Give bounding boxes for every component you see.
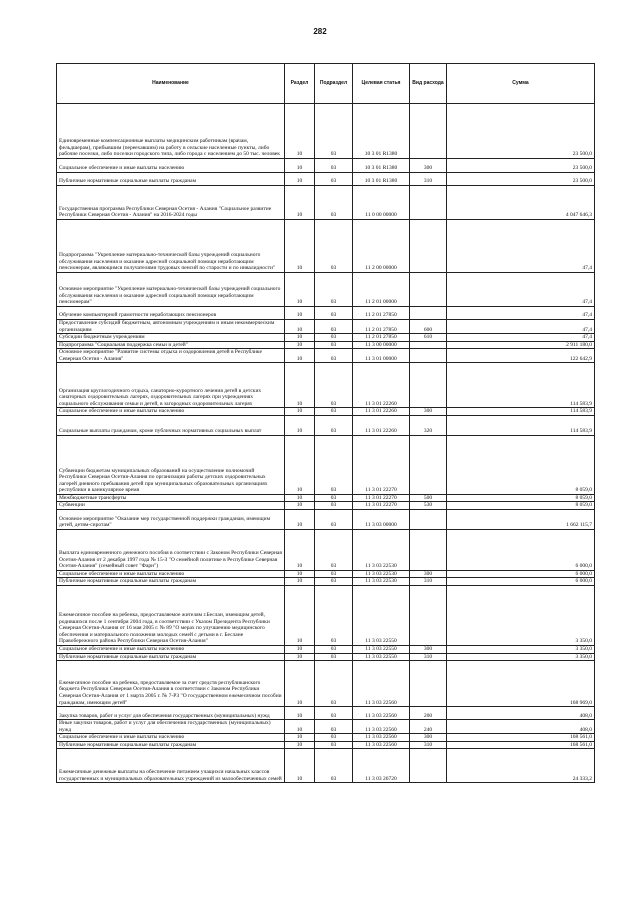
cell-target-article: 11 3 03 22560 bbox=[353, 661, 410, 707]
cell-podrazdel: 03 bbox=[315, 363, 353, 408]
table-row bbox=[57, 494, 595, 502]
table-body bbox=[57, 104, 595, 783]
table-row bbox=[57, 159, 595, 173]
header-sum: Сумма bbox=[447, 64, 595, 104]
cell-razdel: 10 bbox=[285, 661, 315, 707]
cell-sum: 8 059,0 bbox=[447, 435, 595, 494]
table-row bbox=[57, 173, 595, 186]
cell-sum: 168 561,0 bbox=[447, 741, 595, 749]
cell-podrazdel: 03 bbox=[315, 734, 353, 742]
header-podrazdel: Подраздел bbox=[315, 64, 353, 104]
cell-sum: 114 583,9 bbox=[447, 415, 595, 435]
cell-target-article: 11 3 03 22550 bbox=[353, 586, 410, 646]
cell-name: Социальное обеспечение и иные выплаты населению bbox=[57, 734, 285, 742]
cell-sum: 47,4 bbox=[447, 307, 595, 320]
cell-razdel: 10 bbox=[285, 494, 315, 502]
cell-target-article: 11 3 03 26720 bbox=[353, 749, 410, 783]
cell-target-article: 11 3 01 22260 bbox=[353, 363, 410, 408]
cell-razdel: 10 bbox=[285, 509, 315, 529]
cell-expense-type bbox=[410, 104, 447, 159]
table-row bbox=[57, 273, 595, 307]
cell-razdel: 10 bbox=[285, 159, 315, 173]
cell-name: Публичные нормативные социальные выплаты гражданам bbox=[57, 741, 285, 749]
cell-podrazdel: 03 bbox=[315, 220, 353, 273]
cell-podrazdel: 03 bbox=[315, 349, 353, 363]
table-row bbox=[57, 749, 595, 783]
budget-table bbox=[56, 63, 595, 783]
cell-razdel: 10 bbox=[285, 707, 315, 720]
cell-name: Социальное обеспечение и иные выплаты населению bbox=[57, 570, 285, 578]
cell-razdel: 10 bbox=[285, 741, 315, 749]
cell-target-article: 11 3 01 22270 bbox=[353, 435, 410, 494]
cell-razdel: 10 bbox=[285, 653, 315, 661]
cell-expense-type: 300 bbox=[410, 570, 447, 578]
cell-sum: 3 350,0 bbox=[447, 586, 595, 646]
cell-expense-type: 240 bbox=[410, 720, 447, 734]
page-number: 282 bbox=[313, 27, 327, 36]
cell-expense-type: 320 bbox=[410, 415, 447, 435]
table-row bbox=[57, 707, 595, 720]
cell-target-article: 11 2 01 27850 bbox=[353, 334, 410, 342]
cell-sum: 114 583,9 bbox=[447, 408, 595, 416]
cell-podrazdel: 03 bbox=[315, 509, 353, 529]
cell-sum: 23 500,0 bbox=[447, 104, 595, 159]
header-razdel: Раздел bbox=[285, 64, 315, 104]
cell-expense-type bbox=[410, 661, 447, 707]
cell-razdel: 10 bbox=[285, 646, 315, 654]
cell-target-article: 11 3 01 22260 bbox=[353, 408, 410, 416]
cell-target-article: 11 2 01 00000 bbox=[353, 273, 410, 307]
cell-sum: 3 350,0 bbox=[447, 653, 595, 661]
table-row bbox=[57, 186, 595, 220]
cell-target-article: 11 3 03 22530 bbox=[353, 570, 410, 578]
cell-expense-type bbox=[410, 509, 447, 529]
cell-podrazdel: 03 bbox=[315, 494, 353, 502]
cell-razdel: 10 bbox=[285, 435, 315, 494]
table-row bbox=[57, 741, 595, 749]
cell-razdel: 10 bbox=[285, 341, 315, 349]
cell-razdel: 10 bbox=[285, 529, 315, 570]
table-row bbox=[57, 661, 595, 707]
cell-target-article: 11 3 03 22560 bbox=[353, 734, 410, 742]
cell-razdel: 10 bbox=[285, 502, 315, 510]
cell-target-article: 11 3 03 22550 bbox=[353, 653, 410, 661]
cell-sum: 4 047 646,3 bbox=[447, 186, 595, 220]
cell-target-article: 11 3 03 22560 bbox=[353, 741, 410, 749]
cell-name: Межбюджетные трансферты bbox=[57, 494, 285, 502]
cell-expense-type: 530 bbox=[410, 502, 447, 510]
cell-sum: 8 059,0 bbox=[447, 502, 595, 510]
cell-sum: 1 662 115,7 bbox=[447, 509, 595, 529]
cell-podrazdel: 03 bbox=[315, 320, 353, 334]
cell-podrazdel: 03 bbox=[315, 435, 353, 494]
cell-target-article: 11 3 01 22270 bbox=[353, 494, 410, 502]
cell-podrazdel: 03 bbox=[315, 661, 353, 707]
cell-target-article: 11 0 00 00000 bbox=[353, 186, 410, 220]
table-row bbox=[57, 646, 595, 654]
cell-sum: 24 333,2 bbox=[447, 749, 595, 783]
cell-podrazdel: 03 bbox=[315, 720, 353, 734]
cell-name: Основное мероприятие "Развитие системы отдыха и оздоровления детей в Республике Северная Осетия - Алания" bbox=[57, 349, 285, 363]
table-row bbox=[57, 320, 595, 334]
cell-expense-type: 610 bbox=[410, 334, 447, 342]
cell-target-article: 10 3 01 R1380 bbox=[353, 159, 410, 173]
cell-expense-type bbox=[410, 435, 447, 494]
cell-podrazdel: 03 bbox=[315, 578, 353, 586]
cell-name: Основное мероприятие "Укрепление материально-технической базы учреждений социального обслуживания населения и оказание адресной социальной помощи неработающим пенсионерам" bbox=[57, 273, 285, 307]
cell-expense-type bbox=[410, 586, 447, 646]
cell-podrazdel: 03 bbox=[315, 341, 353, 349]
cell-razdel: 10 bbox=[285, 186, 315, 220]
cell-expense-type: 300 bbox=[410, 734, 447, 742]
cell-name: Организация круглогодичного отдыха, санаторно-курортного лечения детей в детских санаторных оздоровительных лагерях, оздоровительных лагерях при учреждениях социального обслуживания семьи и детей, в загородных оздоровительных лагерях bbox=[57, 363, 285, 408]
cell-podrazdel: 03 bbox=[315, 415, 353, 435]
table-row bbox=[57, 509, 595, 529]
cell-sum: 168 561,0 bbox=[447, 734, 595, 742]
cell-target-article: 11 2 00 00000 bbox=[353, 220, 410, 273]
cell-sum: 408,0 bbox=[447, 707, 595, 720]
cell-podrazdel: 03 bbox=[315, 104, 353, 159]
cell-name: Основное мероприятие "Оказание мер государственной поддержки гражданам, имеющим детей, детям-сиротам" bbox=[57, 509, 285, 529]
table-row bbox=[57, 415, 595, 435]
cell-razdel: 10 bbox=[285, 349, 315, 363]
cell-sum: 47,4 bbox=[447, 220, 595, 273]
cell-target-article: 11 3 03 00000 bbox=[353, 509, 410, 529]
cell-target-article: 11 2 01 27850 bbox=[353, 320, 410, 334]
cell-expense-type bbox=[410, 349, 447, 363]
cell-podrazdel: 03 bbox=[315, 586, 353, 646]
table-row bbox=[57, 578, 595, 586]
table-row bbox=[57, 341, 595, 349]
cell-name: Ежемесячные денежные выплаты на обеспечение питанием учащихся начальных классов государственных и муниципальных образовательных учреждений из малообеспеченных семей bbox=[57, 749, 285, 783]
cell-target-article: 11 3 03 22560 bbox=[353, 707, 410, 720]
cell-name: Субвенции bbox=[57, 502, 285, 510]
cell-razdel: 10 bbox=[285, 749, 315, 783]
cell-podrazdel: 03 bbox=[315, 646, 353, 654]
cell-expense-type bbox=[410, 307, 447, 320]
cell-target-article: 11 3 03 22550 bbox=[353, 646, 410, 654]
header-expense-type: Вид расхода bbox=[410, 64, 447, 104]
cell-name: Закупка товаров, работ и услуг для обеспечения государственных (муниципальных) нужд bbox=[57, 707, 285, 720]
cell-name: Предоставление субсидий бюджетным, автономным учреждениям и иным некоммерческим организациям bbox=[57, 320, 285, 334]
cell-target-article: 10 3 01 R1380 bbox=[353, 173, 410, 186]
cell-sum: 114 583,9 bbox=[447, 363, 595, 408]
table-row bbox=[57, 502, 595, 510]
cell-target-article: 10 3 01 R1380 bbox=[353, 104, 410, 159]
cell-razdel: 10 bbox=[285, 220, 315, 273]
cell-razdel: 10 bbox=[285, 363, 315, 408]
cell-name: Субвенции бюджетам муниципальных образований на осуществление полномочий Республики Северная Осетия-Алания по организации работы детских оздоровительных лагерей дневного пребывания детей при муниципальных образовательных организациях республики в каникулярное время bbox=[57, 435, 285, 494]
cell-sum: 6 000,0 bbox=[447, 529, 595, 570]
cell-target-article: 11 3 00 00000 bbox=[353, 341, 410, 349]
cell-expense-type: 300 bbox=[410, 408, 447, 416]
table-row bbox=[57, 363, 595, 408]
cell-name: Публичные нормативные социальные выплаты гражданам bbox=[57, 578, 285, 586]
cell-razdel: 10 bbox=[285, 415, 315, 435]
cell-sum: 47,4 bbox=[447, 320, 595, 334]
cell-razdel: 10 bbox=[285, 586, 315, 646]
cell-podrazdel: 03 bbox=[315, 502, 353, 510]
cell-expense-type: 310 bbox=[410, 741, 447, 749]
cell-name: Социальное обеспечение и иные выплаты населению bbox=[57, 159, 285, 173]
cell-razdel: 10 bbox=[285, 173, 315, 186]
cell-podrazdel: 03 bbox=[315, 273, 353, 307]
cell-expense-type: 310 bbox=[410, 653, 447, 661]
table-row bbox=[57, 307, 595, 320]
cell-expense-type: 500 bbox=[410, 494, 447, 502]
table-row bbox=[57, 570, 595, 578]
cell-name: Иные закупки товаров, работ и услуг для обеспечения государственных (муниципальных) нужд bbox=[57, 720, 285, 734]
cell-sum: 47,4 bbox=[447, 273, 595, 307]
cell-expense-type: 600 bbox=[410, 320, 447, 334]
table-row bbox=[57, 349, 595, 363]
table-row bbox=[57, 334, 595, 342]
cell-expense-type bbox=[410, 220, 447, 273]
cell-expense-type bbox=[410, 749, 447, 783]
table-row bbox=[57, 734, 595, 742]
table-row bbox=[57, 586, 595, 646]
header-name: Наименование bbox=[57, 64, 285, 104]
cell-sum: 408,0 bbox=[447, 720, 595, 734]
table-row bbox=[57, 529, 595, 570]
table-row bbox=[57, 435, 595, 494]
cell-expense-type: 300 bbox=[410, 646, 447, 654]
cell-razdel: 10 bbox=[285, 578, 315, 586]
cell-podrazdel: 03 bbox=[315, 307, 353, 320]
cell-target-article: 11 3 03 22530 bbox=[353, 529, 410, 570]
cell-podrazdel: 03 bbox=[315, 186, 353, 220]
cell-expense-type: 300 bbox=[410, 159, 447, 173]
cell-razdel: 10 bbox=[285, 104, 315, 159]
header-target-article: Целевая статья bbox=[353, 64, 410, 104]
cell-sum: 23 500,0 bbox=[447, 173, 595, 186]
cell-name: Субсидии бюджетным учреждениям bbox=[57, 334, 285, 342]
cell-podrazdel: 03 bbox=[315, 334, 353, 342]
cell-razdel: 10 bbox=[285, 734, 315, 742]
cell-expense-type bbox=[410, 186, 447, 220]
cell-podrazdel: 03 bbox=[315, 707, 353, 720]
cell-name: Выплата единовременного денежного пособия в соответствии с Законом Республики Северная Осетия-Алания от 2 декабря 1997 года № 15-З "О семейной политике в Республике Северная Осетия-Алания" (семейный совет "Фарн") bbox=[57, 529, 285, 570]
cell-name: Единовременные компенсационные выплаты медицинским работникам (врачам, фельдшерам), прибывшим (переехавшим) на работу в сельские населенные пункты, либо рабочие поселки, либо поселки городского типа, либо города с населением до 50 тыс. человек bbox=[57, 104, 285, 159]
cell-sum: 122 642,9 bbox=[447, 349, 595, 363]
cell-razdel: 10 bbox=[285, 720, 315, 734]
cell-name: Государственная программа Республики Северная Осетия - Алания "Социальное развитие Республики Северная Осетия - Алания" на 2016-2024 годы bbox=[57, 186, 285, 220]
cell-podrazdel: 03 bbox=[315, 529, 353, 570]
table-row bbox=[57, 220, 595, 273]
cell-expense-type bbox=[410, 363, 447, 408]
cell-expense-type bbox=[410, 273, 447, 307]
table-row bbox=[57, 653, 595, 661]
cell-target-article: 11 3 03 22530 bbox=[353, 578, 410, 586]
cell-expense-type bbox=[410, 529, 447, 570]
cell-podrazdel: 03 bbox=[315, 408, 353, 416]
cell-podrazdel: 03 bbox=[315, 159, 353, 173]
cell-expense-type: 200 bbox=[410, 707, 447, 720]
cell-target-article: 11 3 01 22270 bbox=[353, 502, 410, 510]
cell-sum: 2 911 180,0 bbox=[447, 341, 595, 349]
cell-razdel: 10 bbox=[285, 334, 315, 342]
cell-name: Ежемесячное пособие на ребенка, предоставляемое жителям г.Беслан, имеющим детей, родившихся после 1 сентября 2004 года, в соответствии с Указом Президента Республики Северная Осетия-Алания от 16 мая 2005 г. № 89 "О мерах по улучшению медицинского обеспечения и материального положения молодых семей с детьми в г. Беслане Правобережного района Республики Северная Осетия-Алания" bbox=[57, 586, 285, 646]
table-header-row bbox=[57, 64, 595, 104]
cell-target-article: 11 3 03 22560 bbox=[353, 720, 410, 734]
cell-sum: 3 350,0 bbox=[447, 646, 595, 654]
cell-name: Обучение компьютерной грамотности неработающих пенсионеров bbox=[57, 307, 285, 320]
cell-razdel: 10 bbox=[285, 408, 315, 416]
table-row bbox=[57, 408, 595, 416]
cell-podrazdel: 03 bbox=[315, 749, 353, 783]
cell-name: Социальное обеспечение и иные выплаты населению bbox=[57, 408, 285, 416]
cell-sum: 168 969,0 bbox=[447, 661, 595, 707]
cell-name: Ежемесячное пособие на ребенка, предоставляемое за счет средств республиканского бюджета Республики Северная Осетия-Алания в соответствии с Законом Республики Северная Осетия-Алания от 1 марта 2005 г. № 7-РЗ "О государственном ежемесячном пособии гражданам, имеющим детей" bbox=[57, 661, 285, 707]
cell-sum: 6 000,0 bbox=[447, 578, 595, 586]
cell-expense-type: 310 bbox=[410, 578, 447, 586]
cell-razdel: 10 bbox=[285, 307, 315, 320]
cell-target-article: 11 3 01 22260 bbox=[353, 415, 410, 435]
cell-sum: 8 059,0 bbox=[447, 494, 595, 502]
cell-name: Подпрограмма "Укрепление материально-технической базы учреждений социального обслуживания населения и оказание адресной социальной помощи неработающим пенсионерам, являющимся получателями трудовых пенсий по старости и по инвалидности" bbox=[57, 220, 285, 273]
cell-razdel: 10 bbox=[285, 320, 315, 334]
cell-name: Социальное обеспечение и иные выплаты населению bbox=[57, 646, 285, 654]
cell-podrazdel: 03 bbox=[315, 173, 353, 186]
cell-razdel: 10 bbox=[285, 273, 315, 307]
cell-podrazdel: 03 bbox=[315, 653, 353, 661]
cell-sum: 6 000,0 bbox=[447, 570, 595, 578]
table-row bbox=[57, 720, 595, 734]
cell-razdel: 10 bbox=[285, 570, 315, 578]
cell-name: Социальные выплаты гражданам, кроме публичных нормативных социальных выплат bbox=[57, 415, 285, 435]
cell-target-article: 11 2 01 27850 bbox=[353, 307, 410, 320]
cell-podrazdel: 03 bbox=[315, 570, 353, 578]
cell-podrazdel: 03 bbox=[315, 741, 353, 749]
cell-sum: 23 500,0 bbox=[447, 159, 595, 173]
table-row bbox=[57, 104, 595, 159]
cell-name: Публичные нормативные социальные выплаты гражданам bbox=[57, 173, 285, 186]
cell-expense-type: 310 bbox=[410, 173, 447, 186]
cell-name: Подпрограмма "Социальная поддержка семьи и детей" bbox=[57, 341, 285, 349]
cell-sum: 47,4 bbox=[447, 334, 595, 342]
cell-target-article: 11 3 01 00000 bbox=[353, 349, 410, 363]
cell-name: Публичные нормативные социальные выплаты гражданам bbox=[57, 653, 285, 661]
cell-expense-type bbox=[410, 341, 447, 349]
